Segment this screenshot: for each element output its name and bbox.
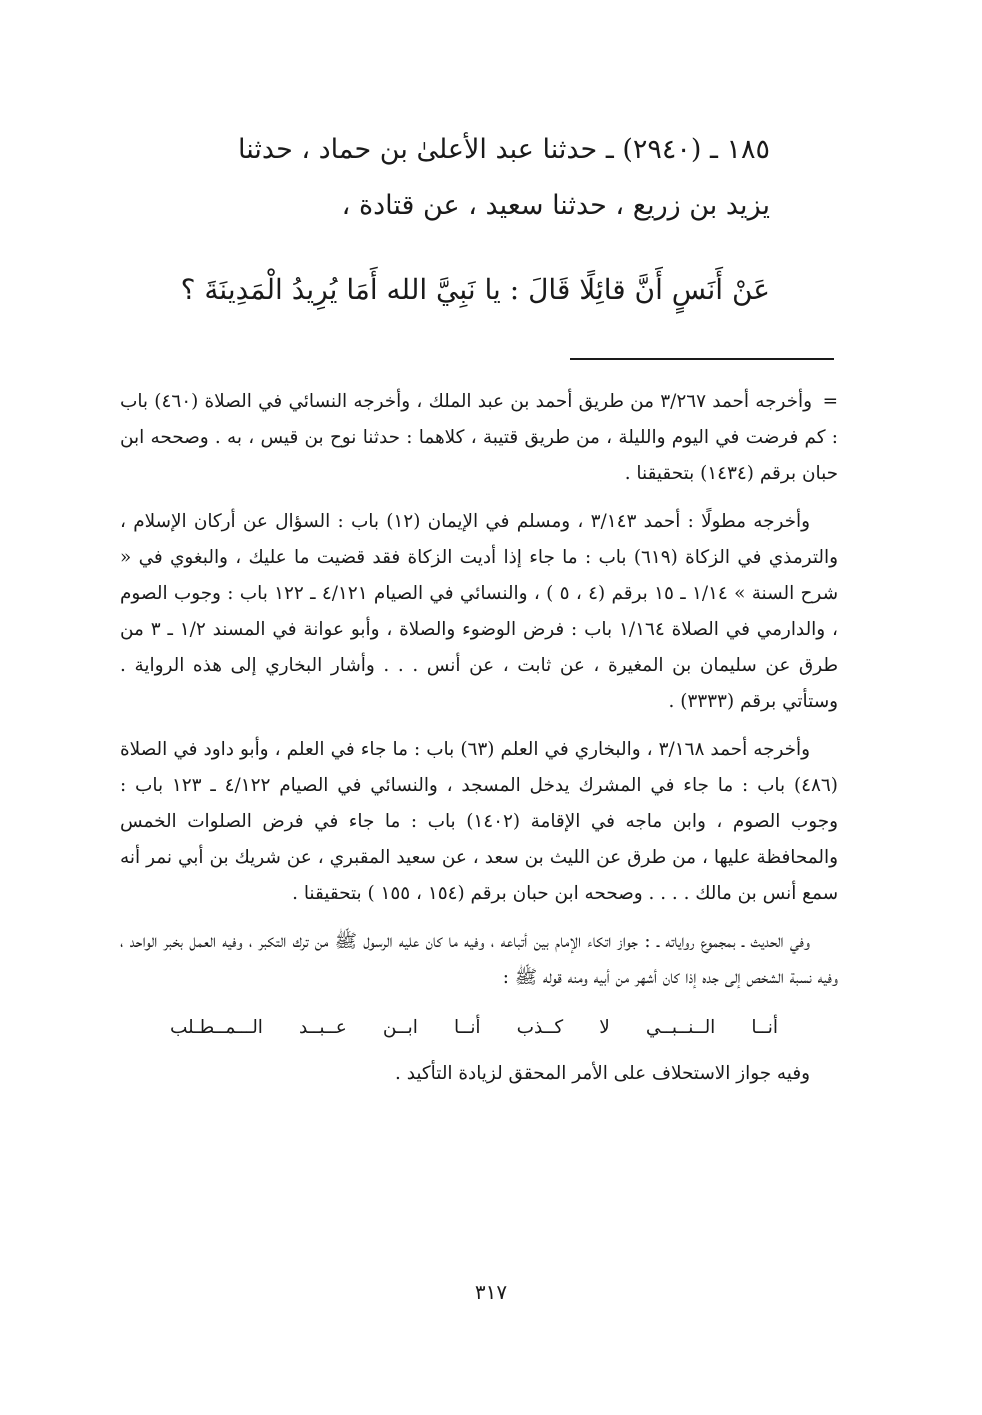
footnote-paragraph-2: وأخرجه مطولًا : أحمد ٣/١٤٣ ، ومسلم في الإيمان (١٢) باب : السؤال عن أركان الإسلام ، والترمذي في الزكاة (٦١٩) باب : ما جاء إذا أديت الزكاة فقد قضيت ما عليك ، والبغوي في « شرح السنة » ١/١٤ ـ ١٥ برقم (٤ ، ٥ ) ، والنسائي في الصيام ٤/١٢١ ـ ١٢٢ باب : وجوب الصوم ، والدارمي في الصلاة ١/١٦٤ باب : فرض الوضوء والصلاة ، وأبو عوانة في المسند ١/٢ ـ ٣ من طرق عن سليمان بن المغيرة ، عن ثابت ، عن أنس . . . وأشار البخاري إلى هذه الرواية . وستأتي برقم (٣٣٣٣) . xyxy=(120,511,838,712)
verse-word: لا xyxy=(599,1017,610,1038)
hadith-isnad-line-1: ١٨٥ ـ (٢٩٤٠) ـ حدثنا عبد الأعلىٰ بن حماد ، حدثنا xyxy=(238,134,770,165)
footnote-paragraph-5: وفيه جواز الاستحلاف على الأمر المحقق لزيادة التأكيد . xyxy=(395,1063,810,1084)
footnote-divider xyxy=(570,358,834,360)
footnote-paragraph-1 xyxy=(120,384,838,492)
verse-word: الــنــبــي xyxy=(645,1017,716,1038)
continuation-mark: = xyxy=(822,391,838,412)
hadith-matn: عَنْ أَنَسٍ أَنَّ قائِلًا قَالَ : يا نَبِيَّ الله أَمَا يُرِيدُ الْمَدِينَةَ ؟ xyxy=(180,273,770,306)
verse-word: أنــا xyxy=(453,1017,481,1038)
verse-word: الـــمــطـلب xyxy=(170,1017,263,1038)
verse-word: ابــن xyxy=(382,1017,418,1038)
page-number: ٣١٧ xyxy=(474,1280,508,1304)
poetry-verse xyxy=(170,1008,778,1048)
footnote-paragraph-4: وفي الحديث ـ بمجموع رواياته ـ : جواز اتكاء الإمام بين أتباعه ، وفيه ما كان عليه الرسول ﷺ من ترك التكبر ، وفيه العمل بخبر الواحد ، وفيه نسبة الشخص إلى جده إذا كان أشهر من أبيه ومنه قوله ﷺ : xyxy=(120,931,838,988)
verse-word: كــذب xyxy=(516,1017,564,1038)
footnote-paragraph-3: وأخرجه أحمد ٣/١٦٨ ، والبخاري في العلم (٦٣) باب : ما جاء في العلم ، وأبو داود في الصلاة (٤٨٦) باب : ما جاء في المشرك يدخل المسجد ، والنسائي في الصيام ٤/١٢٢ ـ ١٢٣ باب : وجوب الصوم ، وابن ماجه في الإقامة (١٤٠٢) باب : ما جاء في فرض الصلوات الخمس والمحافظة عليها ، من طرق عن الليث بن سعد ، عن سعيد المقبري ، عن شريك بن أبي نمر أنه سمع أنس بن مالك . . . . وصححه ابن حبان برقم (١٥٤ ، ١٥٥ ) بتحقيقنا . xyxy=(120,739,838,904)
verse-word: أنــا xyxy=(751,1017,778,1038)
footnote-paragraph-1-text: وأخرجه أحمد ٣/٢٦٧ من طريق أحمد بن عبد الملك ، وأخرجه النسائي في الصلاة (٤٦٠) باب : كم فرضت في اليوم والليلة ، من طريق قتيبة ، كلاهما : حدثنا نوح بن قيس ، به . وصححه ابن حبان برقم (١٤٣٤) بتحقيقنا . xyxy=(120,391,838,484)
verse-word: عــبــد xyxy=(299,1017,347,1038)
hadith-isnad-line-2: يزيد بن زريع ، حدثنا سعيد ، عن قتادة ، xyxy=(341,190,770,221)
footnotes xyxy=(120,384,838,1104)
